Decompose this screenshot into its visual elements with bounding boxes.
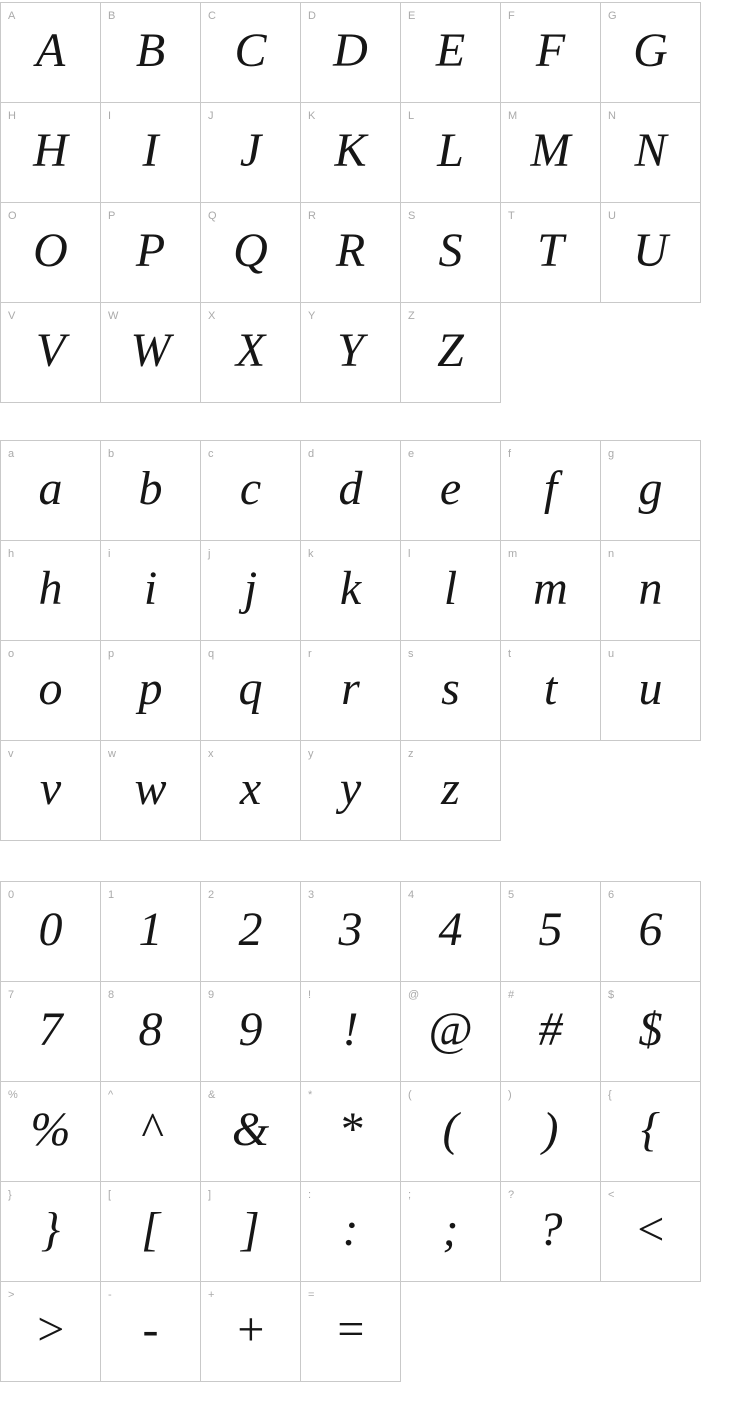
glyph-name-label: 0 <box>8 889 15 901</box>
glyph-name-label: o <box>8 648 15 660</box>
glyph-cell <box>301 103 401 203</box>
glyph-name-label: Q <box>208 210 217 222</box>
glyph-preview: 5 <box>538 903 563 956</box>
glyph-cell <box>401 741 501 841</box>
glyph-cell <box>401 1082 501 1182</box>
glyph-cell <box>101 1282 201 1382</box>
glyph-name-label: < <box>608 1189 615 1201</box>
glyph-name-label: H <box>8 110 16 122</box>
font-character-map-page <box>0 2 740 1382</box>
glyph-cell <box>401 982 501 1082</box>
glyph-cell <box>1 1182 101 1282</box>
glyph-preview: : <box>342 1203 359 1256</box>
glyph-preview: p <box>138 662 163 715</box>
glyph-name-label: s <box>408 648 414 660</box>
glyph-cell <box>401 303 501 403</box>
glyph-preview: s <box>441 662 460 715</box>
glyph-name-label: p <box>108 648 115 660</box>
glyph-cell <box>201 303 301 403</box>
glyph-cell <box>301 541 401 641</box>
glyph-cell <box>401 203 501 303</box>
glyph-preview: B <box>135 24 166 77</box>
glyph-preview: 1 <box>138 903 163 956</box>
glyph-name-label: ? <box>508 1189 515 1201</box>
glyph-preview: 4 <box>438 903 463 956</box>
glyph-preview: a <box>38 462 63 515</box>
glyph-name-label: + <box>208 1289 215 1301</box>
glyph-preview: x <box>239 762 262 815</box>
glyph-cell <box>601 541 701 641</box>
glyph-preview: L <box>437 124 464 177</box>
glyph-name-label: x <box>208 748 214 760</box>
glyph-name-label: = <box>308 1289 315 1301</box>
glyph-cell <box>101 741 201 841</box>
glyph-name-label: z <box>408 748 414 760</box>
glyph-preview: v <box>39 762 62 815</box>
glyph-name-label: w <box>108 748 116 760</box>
glyph-cell <box>1 982 101 1082</box>
glyph-name-label: $ <box>608 989 615 1001</box>
glyph-cell <box>501 203 601 303</box>
glyph-name-label: u <box>608 648 615 660</box>
glyph-preview: - <box>142 1303 159 1356</box>
glyph-preview: m <box>533 562 568 615</box>
glyph-cell <box>101 882 201 982</box>
glyph-cell <box>1 1282 101 1382</box>
glyph-name-label: i <box>108 548 111 560</box>
glyph-name-label: ! <box>308 989 312 1001</box>
glyph-name-label: v <box>8 748 14 760</box>
glyph-preview: ) <box>542 1103 559 1156</box>
glyph-cell <box>301 1082 401 1182</box>
glyph-cell <box>301 3 401 103</box>
glyph-cell <box>401 3 501 103</box>
glyph-name-label: V <box>8 310 16 322</box>
glyph-preview: D <box>333 24 368 77</box>
glyph-preview: < <box>634 1203 667 1256</box>
glyph-name-label: T <box>508 210 515 222</box>
glyph-name-label: ; <box>408 1189 412 1201</box>
glyph-name-label: R <box>308 210 316 222</box>
glyph-cell <box>101 303 201 403</box>
glyph-cell <box>501 541 601 641</box>
glyph-preview: & <box>231 1103 270 1156</box>
glyph-cell <box>201 741 301 841</box>
glyph-name-label: f <box>508 448 512 460</box>
glyph-name-label: d <box>308 448 315 460</box>
glyph-preview: R <box>335 224 366 277</box>
glyph-cell <box>201 1182 301 1282</box>
glyph-name-label: # <box>508 989 515 1001</box>
glyph-preview: o <box>38 662 63 715</box>
glyph-preview: Z <box>437 324 464 377</box>
glyph-cell <box>501 882 601 982</box>
glyph-preview: > <box>34 1303 67 1356</box>
glyph-preview: z <box>441 762 460 815</box>
glyph-preview: G <box>633 24 668 77</box>
glyph-preview: * <box>338 1103 363 1156</box>
glyph-name-label: G <box>608 10 617 22</box>
glyph-cell <box>1 303 101 403</box>
glyph-name-label: & <box>208 1089 216 1101</box>
glyph-name-label: 7 <box>8 989 15 1001</box>
glyph-cell <box>501 641 601 741</box>
glyph-name-label: l <box>408 548 411 560</box>
glyph-name-label: S <box>408 210 416 222</box>
glyph-cell <box>601 641 701 741</box>
glyph-cell <box>301 303 401 403</box>
glyph-preview: 3 <box>338 903 363 956</box>
glyph-cell <box>401 1182 501 1282</box>
glyph-preview: C <box>234 24 267 77</box>
glyph-preview: = <box>334 1303 367 1356</box>
glyph-preview: j <box>243 562 258 615</box>
glyph-cell <box>401 541 501 641</box>
glyph-preview: H <box>33 124 68 177</box>
glyph-name-label: 1 <box>108 889 115 901</box>
glyph-name-label: q <box>208 648 215 660</box>
glyph-cell <box>601 441 701 541</box>
glyph-cell <box>501 441 601 541</box>
glyph-cell <box>101 982 201 1082</box>
glyph-name-label: 8 <box>108 989 115 1001</box>
glyph-preview: ( <box>442 1103 459 1156</box>
glyph-name-label: Z <box>408 310 415 322</box>
glyph-preview: b <box>138 462 163 515</box>
glyph-cell <box>1 641 101 741</box>
glyph-cell <box>201 103 301 203</box>
glyph-cell <box>301 203 401 303</box>
glyph-cell <box>501 982 601 1082</box>
glyph-preview: Y <box>337 324 364 377</box>
glyph-preview: c <box>239 462 262 515</box>
glyph-preview: E <box>435 24 466 77</box>
glyph-cell <box>1 103 101 203</box>
glyph-name-label: D <box>308 10 316 22</box>
glyph-preview: u <box>638 662 663 715</box>
glyph-preview: ; <box>442 1203 459 1256</box>
glyph-preview: I <box>142 124 159 177</box>
glyph-cell <box>201 3 301 103</box>
glyph-name-label: L <box>408 110 415 122</box>
glyph-preview: S <box>438 224 463 277</box>
glyph-preview: t <box>543 662 558 715</box>
glyph-cell <box>201 882 301 982</box>
glyph-cell <box>101 3 201 103</box>
glyph-cell <box>201 1082 301 1182</box>
glyph-preview: U <box>633 224 668 277</box>
glyph-preview: r <box>341 662 360 715</box>
glyph-name-label: Y <box>308 310 316 322</box>
glyph-cell <box>301 641 401 741</box>
glyph-name-label: P <box>108 210 116 222</box>
glyph-name-label: N <box>608 110 616 122</box>
glyph-preview: q <box>238 662 263 715</box>
glyph-name-label: a <box>8 448 15 460</box>
glyph-preview: { <box>640 1103 661 1156</box>
glyph-cell <box>601 3 701 103</box>
glyph-preview: P <box>135 224 166 277</box>
glyph-name-label: K <box>308 110 316 122</box>
glyph-name-label: M <box>508 110 518 122</box>
glyph-preview: A <box>35 24 66 77</box>
glyph-cell <box>501 1082 601 1182</box>
glyph-name-label: m <box>508 548 518 560</box>
glyph-name-label: c <box>208 448 214 460</box>
glyph-preview: J <box>239 124 262 177</box>
glyph-name-label: I <box>108 110 112 122</box>
glyph-cell <box>201 203 301 303</box>
glyph-cell <box>601 982 701 1082</box>
glyph-name-label: [ <box>108 1189 112 1201</box>
glyph-cell <box>301 741 401 841</box>
glyph-name-label: J <box>208 110 214 122</box>
glyph-grid-uppercase <box>0 2 701 403</box>
glyph-name-label: % <box>8 1089 18 1101</box>
glyph-name-label: b <box>108 448 115 460</box>
glyph-preview: 0 <box>38 903 63 956</box>
glyph-name-label: 9 <box>208 989 215 1001</box>
glyph-cell <box>1 441 101 541</box>
glyph-name-label: C <box>208 10 216 22</box>
glyph-cell <box>601 103 701 203</box>
glyph-name-label: 2 <box>208 889 215 901</box>
glyph-cell <box>601 203 701 303</box>
glyph-cell <box>401 441 501 541</box>
glyph-preview: V <box>35 324 66 377</box>
glyph-preview: M <box>530 124 571 177</box>
glyph-preview: [ <box>141 1203 160 1256</box>
glyph-preview: # <box>538 1003 563 1056</box>
glyph-name-label: A <box>8 10 16 22</box>
glyph-preview: K <box>334 124 367 177</box>
glyph-name-label: 3 <box>308 889 315 901</box>
glyph-cell <box>401 882 501 982</box>
glyph-name-label: h <box>8 548 15 560</box>
glyph-preview: ! <box>342 1003 359 1056</box>
glyph-cell <box>101 1182 201 1282</box>
glyph-name-label: ] <box>208 1189 212 1201</box>
glyph-cell <box>501 1182 601 1282</box>
glyph-cell <box>101 203 201 303</box>
glyph-cell <box>201 1282 301 1382</box>
glyph-cell <box>501 103 601 203</box>
glyph-name-label: g <box>608 448 615 460</box>
glyph-preview: 6 <box>638 903 663 956</box>
glyph-preview: i <box>143 562 158 615</box>
glyph-name-label: y <box>308 748 314 760</box>
glyph-name-label: e <box>408 448 415 460</box>
glyph-cell <box>201 441 301 541</box>
glyph-name-label: r <box>308 648 312 660</box>
glyph-cell <box>201 541 301 641</box>
glyph-name-label: X <box>208 310 216 322</box>
glyph-preview: F <box>535 24 566 77</box>
glyph-preview: 2 <box>238 903 263 956</box>
glyph-preview: O <box>33 224 68 277</box>
glyph-preview: Q <box>233 224 268 277</box>
glyph-cell <box>601 1182 701 1282</box>
glyph-preview: T <box>537 224 564 277</box>
glyph-name-label: n <box>608 548 615 560</box>
glyph-name-label: } <box>8 1189 12 1201</box>
glyph-preview: } <box>40 1203 61 1256</box>
glyph-cell <box>401 103 501 203</box>
glyph-cell <box>401 641 501 741</box>
glyph-preview: w <box>134 762 167 815</box>
glyph-preview: + <box>234 1303 267 1356</box>
glyph-cell <box>301 982 401 1082</box>
glyph-name-label: B <box>108 10 116 22</box>
glyph-name-label: ( <box>408 1089 412 1101</box>
glyph-preview: ^ <box>140 1103 161 1156</box>
glyph-cell <box>301 882 401 982</box>
glyph-name-label: j <box>208 548 211 560</box>
glyph-cell <box>1 741 101 841</box>
glyph-name-label: 4 <box>408 889 415 901</box>
glyph-preview: 7 <box>38 1003 63 1056</box>
glyph-preview: n <box>638 562 663 615</box>
glyph-preview: 8 <box>138 1003 163 1056</box>
glyph-name-label: ^ <box>108 1089 114 1101</box>
glyph-preview: g <box>638 462 663 515</box>
glyph-preview: ] <box>241 1203 260 1256</box>
glyph-name-label: 5 <box>508 889 515 901</box>
glyph-cell <box>1 203 101 303</box>
glyph-preview: % <box>30 1103 71 1156</box>
glyph-cell <box>601 1082 701 1182</box>
glyph-name-label: > <box>8 1289 15 1301</box>
glyph-cell <box>201 641 301 741</box>
glyph-name-label: : <box>308 1189 312 1201</box>
glyph-cell <box>201 982 301 1082</box>
glyph-name-label: - <box>108 1289 112 1301</box>
glyph-name-label: @ <box>408 989 420 1001</box>
glyph-preview: e <box>439 462 462 515</box>
glyph-cell <box>101 441 201 541</box>
glyph-preview: f <box>543 462 558 515</box>
glyph-name-label: U <box>608 210 616 222</box>
glyph-preview: @ <box>428 1003 473 1056</box>
glyph-cell <box>101 641 201 741</box>
glyph-preview: d <box>338 462 363 515</box>
glyph-name-label: { <box>608 1089 612 1101</box>
glyph-preview: W <box>130 324 171 377</box>
glyph-cell <box>1 3 101 103</box>
glyph-name-label: ) <box>508 1089 512 1101</box>
glyph-preview: 9 <box>238 1003 263 1056</box>
glyph-cell <box>101 103 201 203</box>
glyph-preview: k <box>339 562 362 615</box>
glyph-preview: h <box>38 562 63 615</box>
glyph-cell <box>301 441 401 541</box>
glyph-name-label: O <box>8 210 17 222</box>
glyph-cell <box>1 541 101 641</box>
glyph-cell <box>1 1082 101 1182</box>
glyph-name-label: F <box>508 10 515 22</box>
glyph-name-label: k <box>308 548 314 560</box>
glyph-name-label: E <box>408 10 416 22</box>
glyph-cell <box>101 541 201 641</box>
glyph-preview: X <box>235 324 266 377</box>
glyph-name-label: * <box>308 1089 313 1101</box>
glyph-preview: l <box>443 562 458 615</box>
glyph-preview: N <box>634 124 667 177</box>
glyph-cell <box>301 1182 401 1282</box>
glyph-preview: y <box>339 762 362 815</box>
glyph-cell <box>1 882 101 982</box>
glyph-name-label: W <box>108 310 119 322</box>
glyph-cell <box>101 1082 201 1182</box>
glyph-cell <box>301 1282 401 1382</box>
glyph-grid-numerals-symbols <box>0 881 701 1382</box>
glyph-cell <box>501 3 601 103</box>
glyph-preview: ? <box>538 1203 563 1256</box>
glyph-grid-lowercase <box>0 440 701 841</box>
glyph-name-label: 6 <box>608 889 615 901</box>
glyph-preview: $ <box>638 1003 663 1056</box>
glyph-name-label: t <box>508 648 512 660</box>
glyph-cell <box>601 882 701 982</box>
